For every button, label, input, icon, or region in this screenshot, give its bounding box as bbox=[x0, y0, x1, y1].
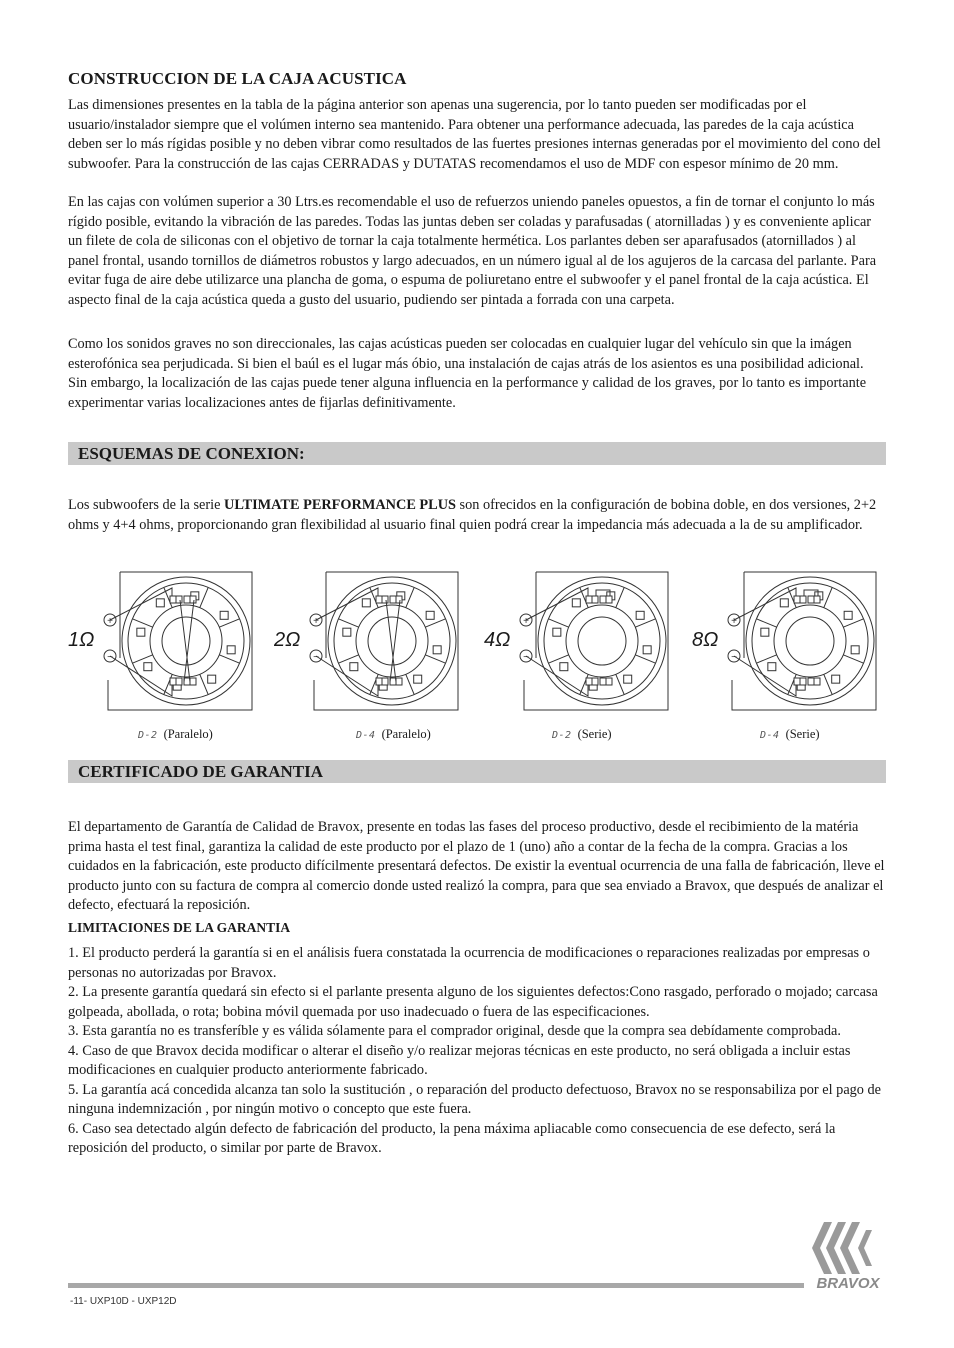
impedance-label: 8Ω bbox=[692, 629, 719, 651]
minus-sign: − bbox=[731, 652, 737, 663]
paragraph-graves: Como los sonidos graves no son direccionales, las cajas acústicas pueden ser colocadas en cualquier lugar del vehículo sin que la imágen esterofónica sea perjudicada. Si bien el baúl es el lugar más óbio, una instalación de cajas atrás de los asientos es una posibilidad adicional. Sin embargo, la localización de las cajas puede tener alguna influencia en la performance y calidad de los graves, por lo tanto es importante experimentar varias localizaciones antes de fijarlas definitivamente. bbox=[68, 336, 867, 411]
impedance-label: 1Ω bbox=[68, 629, 95, 651]
diagram-caption bbox=[138, 727, 213, 742]
connection-mode: (Paralelo) bbox=[381, 727, 431, 741]
intro-text-end: son ofrecidos en la configuración de bobina doble, en dos versiones, 2+2 ohms y 4+4 ohms, proporcionando gran flexibilidad al usuario final quien podrá crear la impedancia más adecuada a la de su amplificador. bbox=[68, 497, 877, 533]
series-name: ULTIMATE PERFORMANCE PLUS bbox=[224, 497, 456, 513]
bravox-logo bbox=[808, 1220, 888, 1292]
minus-sign: − bbox=[313, 652, 319, 663]
paragraph-conexion-intro bbox=[68, 496, 886, 535]
footer-page-ref: -11- UXP10D - UXP12D bbox=[70, 1296, 177, 1307]
coil-code: D-4 bbox=[356, 730, 376, 741]
diagram-caption bbox=[356, 727, 431, 742]
brand-name: BRAVOX bbox=[816, 1275, 880, 1292]
plus-sign: + bbox=[731, 616, 737, 627]
connection-mode: (Serie) bbox=[785, 727, 820, 741]
limitation-item: 1. El producto perderá la garantía si en el análisis fuera constatada la ocurrencia de modificaciones o reparaciones realizadas por empresas o personas no autorizadas por Bravox. bbox=[68, 945, 870, 981]
wiring-diagram bbox=[68, 570, 258, 716]
coil-code: D-2 bbox=[138, 730, 158, 741]
section-title-garantia: CERTIFICADO DE GARANTIA bbox=[78, 762, 323, 781]
limitation-item: 3. Esta garantía no es transferíble y es válida sólamente para el comprador original, desde que la compra sea debídamente comprobada. bbox=[68, 1023, 841, 1039]
section-bar-garantia bbox=[68, 760, 886, 783]
section-bar-esquemas bbox=[68, 442, 886, 465]
subtitle-limitaciones: LIMITACIONES DE LA GARANTIA bbox=[68, 920, 291, 935]
diagram-caption bbox=[760, 727, 820, 742]
connection-mode: (Serie) bbox=[577, 727, 612, 741]
impedance-label: 4Ω bbox=[484, 629, 511, 651]
wiring-diagram bbox=[274, 570, 464, 716]
limitations-list bbox=[68, 944, 886, 1159]
wiring-diagram bbox=[484, 570, 674, 716]
limitation-item: 5. La garantía acá concedida alcanza tan solo la sustitución , o reparación del producto defectuoso, Bravox no se responsabiliza por el pago de ninguna indemnización , por ningún motivo o concepto que este fuera. bbox=[68, 1081, 882, 1117]
coil-code: D-4 bbox=[760, 730, 780, 741]
limitation-item: 4. Caso de que Bravox decida modificar o alterar el diseño y/o realizar mejoras técnicas en este producto, no será obligada a incluir estas modificaciones en cualquier producto anteriormente fabricado. bbox=[68, 1042, 851, 1078]
wiring-diagram bbox=[692, 570, 882, 716]
plus-sign: + bbox=[107, 616, 113, 627]
limitation-item: 6. Caso sea detectado algún defecto de fabricación del producto, la pena máxima apliacable como consecuencia de ese defecto, será la reposición del producto, o similar por parte de Bravox. bbox=[68, 1120, 836, 1156]
connection-mode: (Paralelo) bbox=[163, 727, 213, 741]
intro-text-start: Los subwoofers de la serie bbox=[68, 497, 225, 513]
paragraph-garantia: El departamento de Garantía de Calidad de Bravox, presente en todas las fases del proceso productivo, desde el recibimiento de la matéria prima hasta el test final, garantiza la calidad de este producto por el plazo de 1 (uno) año a contar de la fecha de la compra. Gracias a los cuidados en la fabricación, este producto difícilmente presentará defectos. De existir la eventual ocurrencia de una falla de fabricación, lleve el producto junto con su factura de compra al comercio donde usted realizó la compra, para que sea enviado a Bravox, que después de analizar el defecto, efectuará la reposición. bbox=[68, 819, 885, 913]
paragraph-refuerzos: En las cajas con volúmen superior a 30 Ltrs.es recomendable el uso de refuerzos uniendo paneles opuestos, a fin de tornar el conjunto lo más rígido posible, evitando la vibración de las paredes. Todas las juntas deben ser coladas y parafusadas ( atornilladas ) y es conveniente aplicar un filete de cola de siliconas con el objetivo de tornar la caja totalmente hermética. Los parlantes deben ser aparafusados (atornillados ) al panel frontal, usando tornillos de diámetros robustos y largo adecuados, en un número igual al de los agujeros de la carcasa del parlante. Para evitar fuga de aire debe utilizarce una plancha de goma, o espuma de poliuretano entre el subwoofer y el panel frontal de la caja acústica. El aspecto final de la caja acústica queda a gusto del usuario, pudiendo ser pintada a forrada con una carpeta. bbox=[68, 194, 877, 308]
section-title-construccion: CONSTRUCCION DE LA CAJA ACUSTICA bbox=[68, 69, 407, 88]
minus-sign: − bbox=[523, 652, 529, 663]
impedance-label: 2Ω bbox=[274, 629, 301, 651]
section-title-esquemas: ESQUEMAS DE CONEXION: bbox=[78, 444, 305, 463]
minus-sign: − bbox=[107, 652, 113, 663]
footer-divider bbox=[68, 1283, 804, 1288]
diagram-caption bbox=[552, 727, 612, 742]
plus-sign: + bbox=[523, 616, 529, 627]
coil-code: D-2 bbox=[552, 730, 572, 741]
limitation-item: 2. La presente garantía quedará sin efecto si el parlante presenta alguno de los siguientes defectos:Cono rasgado, perforado o mojado; carcasa golpeada, abollada, o rota; bobina móvil quemada por uso inadecuado o fuera de las especificaciones. bbox=[68, 984, 878, 1020]
paragraph-dimensiones: Las dimensiones presentes en la tabla de la página anterior son apenas una sugerencia, por lo tanto pueden ser modificadas por el usuario/instalador siempre que el volúmen interno sea mantenido. Para obtener una performance adecuada, las paredes de la caja acústica deben ser lo más rígidas posible y no deben vibrar como resultados de las fuertes presiones internas generadas por el movimiento del cono del subwoofer. Para la construcción de las cajas CERRADAS y DUTATAS recomendamos el uso de MDF con espesor mínimo de 20 mm. bbox=[68, 97, 881, 172]
plus-sign: + bbox=[313, 616, 319, 627]
